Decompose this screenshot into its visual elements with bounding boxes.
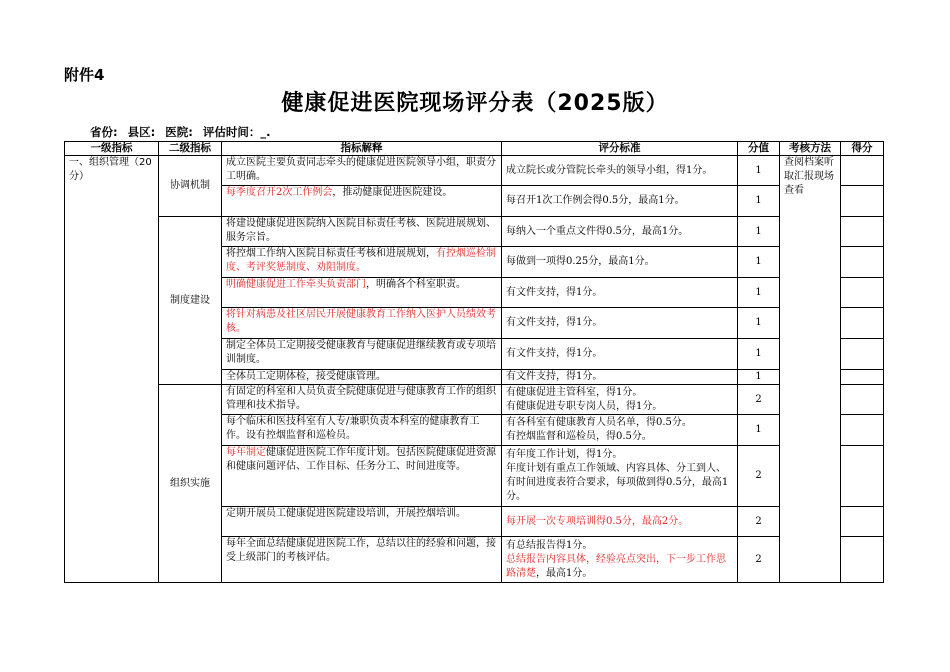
indicator-explanation (222, 186, 502, 217)
table-row (65, 217, 884, 247)
obtained-score-cell[interactable] (841, 156, 884, 186)
score-value: 1 (738, 247, 780, 278)
meta-line (90, 124, 277, 140)
obtained-score-cell[interactable] (841, 385, 884, 415)
header-explanation: 指标解释 (222, 142, 502, 156)
standard-segment: ，最高1分。 (536, 567, 593, 579)
header-method: 考核方法 (780, 142, 841, 156)
level2-indicator: 协调机制 (159, 156, 222, 217)
indicator-explanation (222, 308, 502, 339)
standard-segment: 有健康促进专职专岗人员，得1分。 (506, 400, 663, 412)
standard-segment: 每做到一项得0.25分，最高1分。 (506, 256, 655, 267)
scoring-standard (502, 507, 738, 537)
explanation-segment: 全体员工定期体检，接受健康管理。 (226, 371, 386, 382)
obtained-score-cell[interactable] (841, 308, 884, 339)
standard-segment: 有文件支持，得1分。 (506, 286, 603, 298)
explanation-segment: 将建设健康促进医院纳入医院目标责任考核、医院进展规划、服务宗旨。 (226, 218, 496, 243)
obtained-score-cell[interactable] (841, 415, 884, 446)
explanation-segment: 明确健康促进工作牵头负责部门 (226, 279, 366, 290)
indicator-explanation (222, 415, 502, 446)
table-row (65, 385, 884, 415)
document-title: 健康促进医院现场评分表（2025版） (281, 91, 669, 116)
explanation-segment: 将针对病患及社区居民开展健康教育工作纳入医护人员绩效考核。 (226, 309, 496, 334)
header-level2: 二级指标 (159, 142, 222, 156)
indicator-explanation (222, 247, 502, 278)
attachment-label: 附件4 (64, 66, 105, 84)
standard-segment: 成立院长或分管院长牵头的领导小组，得1分。 (506, 164, 713, 176)
standard-segment: 总结报告内容具体，经验亮点突出，下一步工作思路清楚 (506, 553, 726, 579)
score-value: 2 (738, 446, 780, 507)
scoring-standard (502, 217, 738, 247)
indicator-explanation (222, 537, 502, 583)
meta-county: 县区: (127, 125, 156, 139)
score-value: 1 (738, 308, 780, 339)
standard-segment: 有文件支持，得1分。 (506, 371, 603, 382)
header-obtained: 得分 (841, 142, 884, 156)
scoring-standard (502, 339, 738, 370)
scoring-standard (502, 446, 738, 507)
level2-indicator: 制度建设 (159, 217, 222, 385)
explanation-segment: 每年全面总结健康促进医院工作，总结以往的经验和问题，接受上级部门的考核评估。 (226, 538, 496, 563)
obtained-score-cell[interactable] (841, 537, 884, 583)
header-level1: 一级指标 (65, 142, 159, 156)
obtained-score-cell[interactable] (841, 217, 884, 247)
assessment-method: 查阅档案听取汇报现场查看 (780, 156, 841, 583)
score-value: 1 (738, 415, 780, 446)
table-body (65, 156, 884, 583)
indicator-explanation (222, 278, 502, 308)
scoring-standard (502, 156, 738, 186)
explanation-segment: 制定全体员工定期接受健康教育与健康促进继续教育或专项培训制度。 (226, 340, 496, 365)
obtained-score-cell[interactable] (841, 370, 884, 385)
meta-eval-time: 评估时间：_. (202, 125, 271, 139)
standard-segment: 每纳入一个重点文件得0.5分，最高1分。 (506, 225, 689, 237)
obtained-score-cell[interactable] (841, 339, 884, 370)
scoring-table (64, 141, 884, 583)
standard-segment: 年度计划有重点工作领域、内容具体、分工到人、有时间进度表符合要求，每项做到得0.5分，最高1分。 (506, 463, 729, 502)
scoring-standard (502, 370, 738, 385)
scoring-standard (502, 247, 738, 278)
indicator-explanation (222, 370, 502, 385)
standard-segment: 有健康促进主管科室，得1分。 (506, 386, 643, 398)
indicator-explanation (222, 217, 502, 247)
scoring-standard (502, 415, 738, 446)
level1-indicator: 一、组织管理（20分） (65, 156, 159, 583)
indicator-explanation (222, 339, 502, 370)
indicator-explanation (222, 446, 502, 507)
header-standard: 评分标准 (502, 142, 738, 156)
score-value: 1 (738, 370, 780, 385)
explanation-segment: 每季度召开2次工作例会 (226, 187, 333, 198)
obtained-score-cell[interactable] (841, 247, 884, 278)
header-score-value: 分值 (738, 142, 780, 156)
score-value: 1 (738, 156, 780, 186)
indicator-explanation (222, 507, 502, 537)
score-value: 2 (738, 537, 780, 583)
table-header-row (65, 142, 884, 156)
standard-segment: 每召开1次工作例会得0.5分，最高1分。 (506, 195, 685, 206)
obtained-score-cell[interactable] (841, 446, 884, 507)
explanation-segment: 每年制定 (226, 447, 266, 458)
level2-indicator: 组织实施 (159, 385, 222, 583)
standard-segment: 每开展一次专项培训得0.5分，最高2分。 (506, 515, 689, 527)
explanation-segment: 有控烟巡检制度、考评奖惩制度、劝阻制度。 (226, 248, 496, 273)
standard-segment: 有控烟监督和巡检员，得0.5分。 (506, 431, 652, 442)
score-value: 2 (738, 507, 780, 537)
score-value: 1 (738, 278, 780, 308)
scoring-standard (502, 308, 738, 339)
standard-segment: 有各科室有健康教育人员名单，得0.5分。 (506, 417, 692, 428)
explanation-segment: ，推动健康促进医院建设。 (332, 187, 453, 198)
score-value: 2 (738, 385, 780, 415)
standard-segment: 有文件支持，得1分。 (506, 348, 603, 359)
obtained-score-cell[interactable] (841, 186, 884, 217)
score-value: 1 (738, 339, 780, 370)
standard-segment: 有文件支持，得1分。 (506, 317, 603, 328)
scoring-standard (502, 537, 738, 583)
explanation-segment: ，明确各个科室职责。 (366, 279, 466, 290)
explanation-segment: 有固定的科室和人员负责全院健康促进与健康教育工作的组织管理和技术指导。 (226, 386, 496, 411)
explanation-segment: 将控烟工作纳入医院目标责任考核和进展规划， (226, 248, 436, 259)
explanation-segment: 每个临床和医技科室有人专/兼职负责本科室的健康教育工作。设有控烟监督和巡检员。 (226, 416, 480, 441)
explanation-segment: 定期开展员工健康促进医院建设培训，开展控烟培训。 (226, 508, 466, 519)
standard-segment: 有总结报告得1分。 (506, 539, 593, 551)
table-row (65, 156, 884, 186)
score-value: 1 (738, 186, 780, 217)
scoring-standard (502, 278, 738, 308)
scoring-standard (502, 186, 738, 217)
explanation-segment: 健康促进医院工作年度计划。包括医院健康促进资源和健康问题评估、工作目标、任务分工、时间进度等。 (226, 447, 496, 472)
obtained-score-cell[interactable] (841, 507, 884, 537)
indicator-explanation (222, 385, 502, 415)
explanation-segment: 成立医院主要负责同志牵头的健康促进医院领导小组，职责分工明确。 (226, 157, 496, 182)
meta-hospital: 医院: (165, 125, 193, 139)
indicator-explanation (222, 156, 502, 186)
score-value: 1 (738, 217, 780, 247)
scoring-standard (502, 385, 738, 415)
obtained-score-cell[interactable] (841, 278, 884, 308)
meta-province: 省份: (90, 125, 118, 139)
standard-segment: 有年度工作计划，得1分。 (506, 449, 623, 460)
